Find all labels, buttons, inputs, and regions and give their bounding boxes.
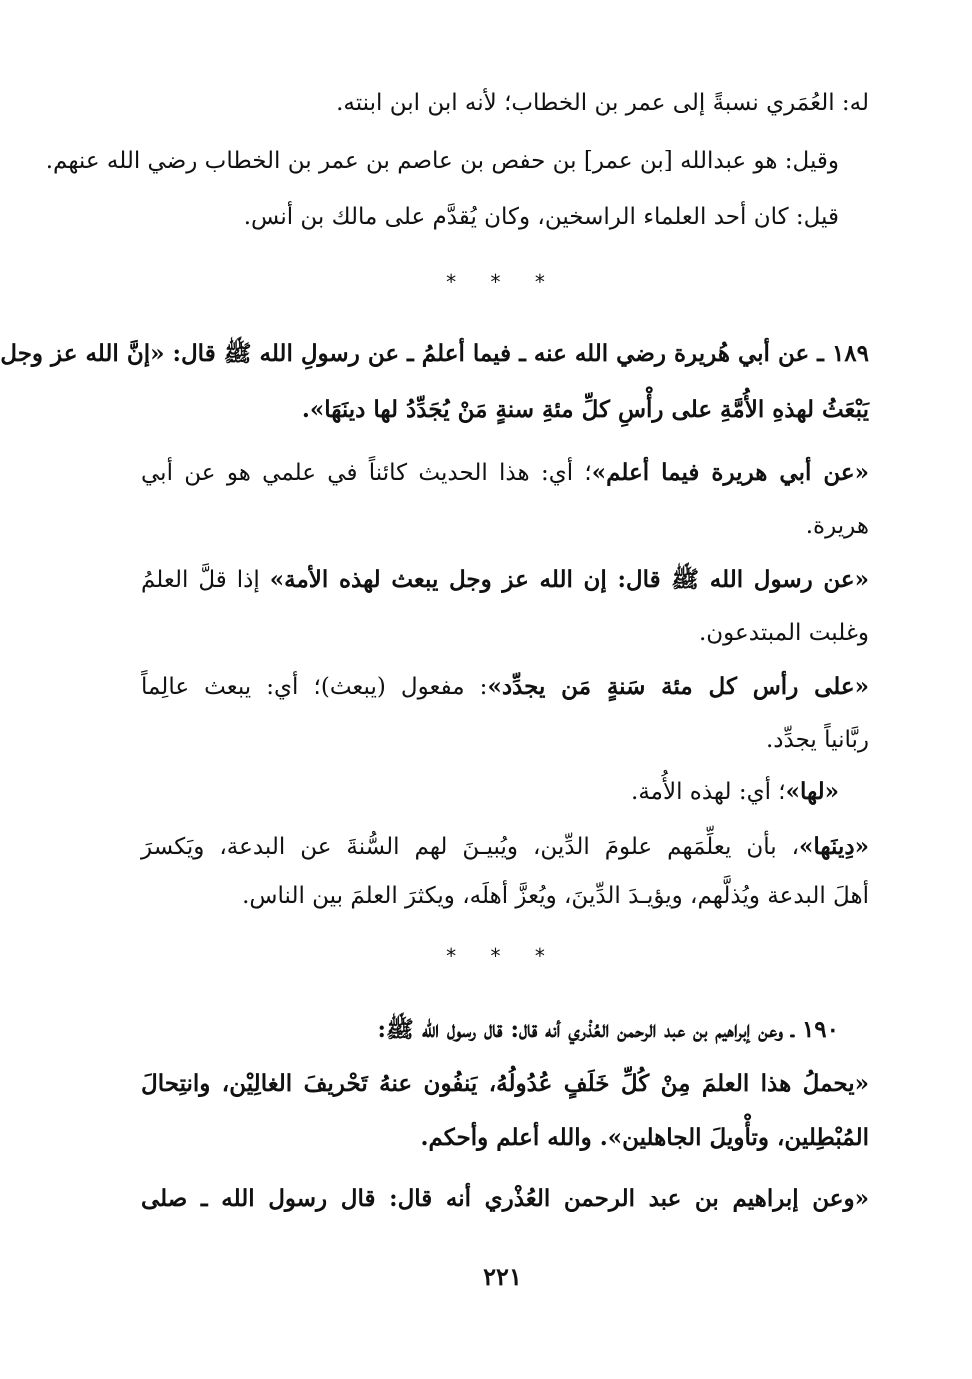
commentary-text: ، بأن يعلِّمَهم علومَ الدِّين، ويُبيـنَ لهم السُّنةَ عن البدعة، ويَكسرَ [141, 834, 800, 860]
quoted-phrase: «عن أبي هريرة فيما أعلم» [591, 459, 869, 486]
hadith-190-line: «يحملُ هذا العلمَ مِنْ كُلِّ خَلَفٍ عُدُولُهُ، يَنفُون عنهُ تَحْريفَ الغالِيْن، وانتِحالَ [141, 1070, 869, 1097]
commentary-line: ربَّانياً يجدِّد. [765, 727, 869, 753]
text-line: قيل: كان أحد العلماء الراسخين، وكان يُقدَّم على مالك بن أنس. [243, 204, 839, 230]
commentary-line [141, 563, 869, 597]
commentary-text: ؛ أي: لهذه الأُمة. [631, 779, 786, 805]
hadith-190-line: المُبْطِلين، وتأْويلَ الجاهلين». والله أعلم وأحكم. [420, 1124, 869, 1151]
text-line: وقيل: هو عبدالله [بن عمر] بن حفص بن عاصم بن عمر بن الخطاب رضي الله عنهم. [45, 148, 839, 174]
page-number: ٢٢١ [483, 1262, 522, 1291]
quoted-phrase: «دِينَها» [799, 833, 869, 860]
commentary-text: ؛ أي: هذا الحديث كائناً في علمي هو عن أبي [141, 460, 592, 486]
commentary-line: أهلَ البدعة ويُذلَّهم، ويؤيـدَ الدِّينَ، ويُعزَّ أهلَه، ويكثرَ العلمَ بين الناس. [242, 883, 869, 909]
commentary-line [141, 830, 869, 864]
commentary-line [141, 456, 869, 490]
commentary-line [141, 670, 869, 704]
commentary-line [141, 775, 869, 809]
commentary-line: هريرة. [805, 513, 869, 539]
hadith-189-line: ١٨٩ ـ عن أبي هُريرة رضي الله عنه ـ فيما أعلمُ ـ عن رسولِ الله ﷺ قال: «إنَّ الله عز وجل [0, 340, 869, 367]
text-line: له: العُمَري نسبةً إلى عمر بن الخطاب؛ لأنه ابن ابن ابنته. [336, 90, 869, 116]
quoted-phrase: «على رأس كل مئة سَنةٍ مَن يجدِّد» [487, 673, 869, 700]
commentary-line: «وعن إبراهيم بن عبد الرحمن العُذْري أنه قال: قال رسول الله ـ صلى [141, 1185, 869, 1212]
commentary-line: وغلبت المبتدعون. [698, 620, 869, 646]
section-separator: * * * [446, 270, 559, 294]
hadith-190-line: ١٩٠ ـ وعن إبراهيم بن عبد الرحمن العُذْري أنه قال: قال رسول الله ﷺ: [377, 1016, 839, 1043]
hadith-189-line: يَبْعَثُ لهذهِ الأُمَّةِ على رأْسِ كلِّ مئةِ سنةٍ مَنْ يُجَدِّدُ لها دينَهَا». [301, 396, 869, 423]
quoted-phrase: «عن رسول الله ﷺ قال: إن الله عز وجل يبعث لهذه الأمة» [269, 566, 869, 593]
quoted-phrase: «لها» [785, 778, 839, 805]
commentary-text: : مفعول (يبعث)؛ أي: يبعث عالِماً [141, 674, 488, 700]
section-separator: * * * [446, 944, 559, 968]
commentary-text: إذا قلَّ العلمُ [141, 567, 270, 593]
